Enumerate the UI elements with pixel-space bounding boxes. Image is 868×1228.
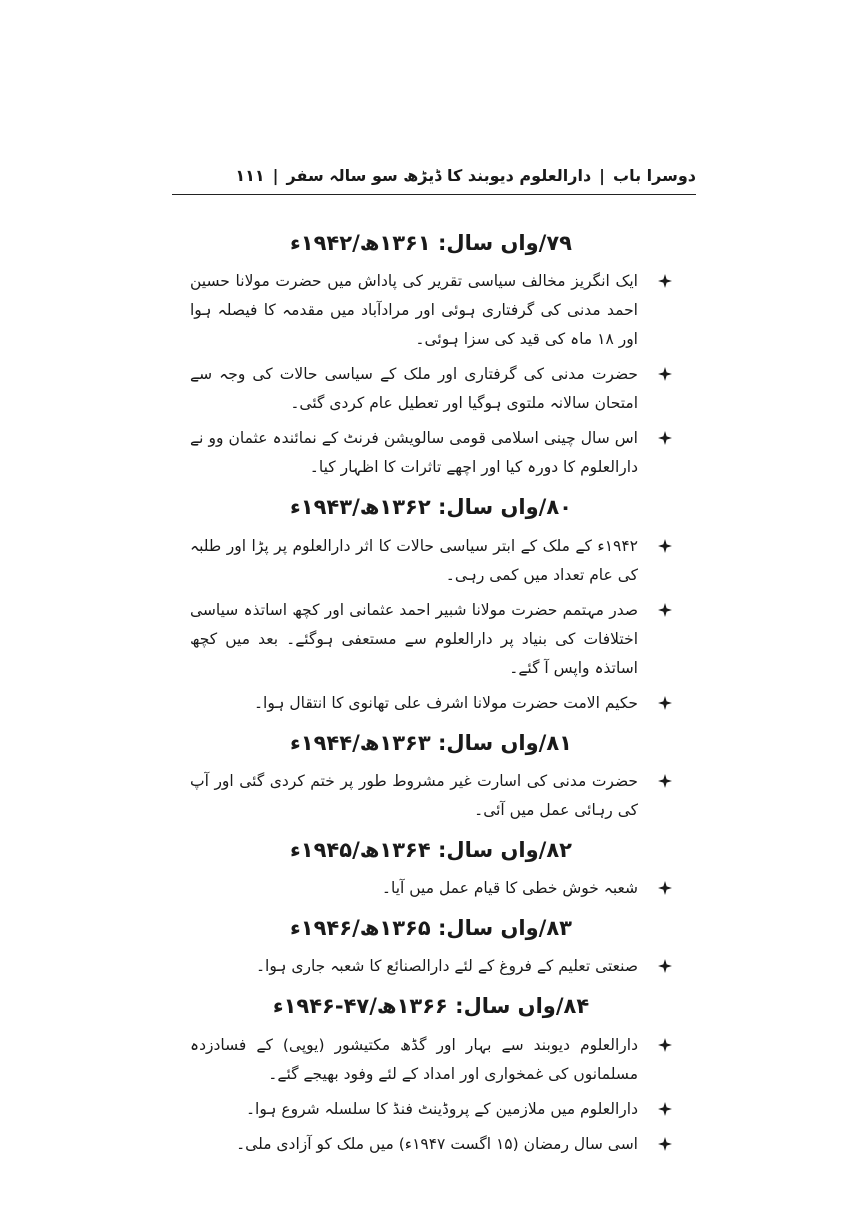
year-section [190,730,672,825]
list-item-text: صنعتی تعلیم کے فروغ کے لئے دارالصنائع کا شعبہ جاری ہوا۔ [255,957,638,976]
year-section [190,837,672,903]
four-diamond-bullet-icon [658,959,672,973]
section-heading: ۸۰/واں سال: ۱۳۶۲ھ/۱۹۴۳ء [290,495,572,520]
four-diamond-bullet-icon [658,1038,672,1052]
list-item [190,267,672,354]
bullet-list [190,874,672,903]
bullet-list [190,952,672,981]
section-heading: ۸۴/واں سال: ۱۳۶۶ھ/۴۷-۱۹۴۶ء [272,994,590,1019]
bullet-list [190,767,672,825]
four-diamond-bullet-icon [658,367,672,381]
four-diamond-bullet-icon [658,539,672,553]
list-item-text: حکیم الامت حضرت مولانا اشرف علی تھانوی کا انتقال ہوا۔ [253,693,638,712]
year-section [190,494,672,717]
list-item-text: اسی سال رمضان (۱۵ اگست ۱۹۴۷ء) میں ملک کو آزادی ملی۔ [236,1134,638,1153]
running-header [172,160,696,190]
section-heading: ۷۹/واں سال: ۱۳۶۱ھ/۱۹۴۲ء [290,231,572,255]
four-diamond-bullet-icon [658,1102,672,1116]
list-item [190,1095,672,1124]
four-diamond-bullet-icon [658,1137,672,1151]
four-diamond-bullet-icon [658,603,672,617]
list-item [190,596,672,683]
header-separator: | [272,165,279,185]
list-item-text: صدر مہتمم حضرت مولانا شبیر احمد عثمانی اور کچھ اساتذہ سیاسی اختلافات کی بنیاد پر دارالعلوم سے مستعفی ہوگئے۔ بعد میں کچھ اساتذہ واپس آ گئے۔ [190,600,638,677]
list-item [190,424,672,482]
list-item [190,874,672,903]
bullet-list [190,267,672,482]
list-item-text: دارالعلوم دیوبند سے بہار اور گڈھ مکتیشور (یوپی) کے فسادزدہ مسلمانوں کی غمخواری اور امداد کے لئے وفود بھیجے گئے۔ [190,1035,638,1083]
four-diamond-bullet-icon [658,774,672,788]
list-item [190,1031,672,1089]
year-section [190,993,672,1158]
chapter-label: دوسرا باب [613,165,696,185]
bullet-list [190,532,672,718]
header-rule [172,194,696,195]
year-section [190,915,672,981]
bullet-list [190,1031,672,1159]
four-diamond-bullet-icon [658,431,672,445]
list-item [190,532,672,590]
page-content [190,218,672,1165]
list-item-text: اس سال چینی اسلامی قومی سالویشن فرنٹ کے نمائندہ عثمان وو نے دارالعلوم کا دورہ کیا اور اچھے تاثرات کا اظہار کیا۔ [190,429,638,477]
list-item-text: حضرت مدنی کی گرفتاری اور ملک کے سیاسی حالات کی وجہ سے امتحان سالانہ ملتوی ہوگیا اور تعطیل عام کردی گئی۔ [190,365,638,413]
list-item [190,360,672,418]
section-heading: ۸۲/واں سال: ۱۳۶۴ھ/۱۹۴۵ء [290,837,572,862]
four-diamond-bullet-icon [658,274,672,288]
section-heading: ۸۳/واں سال: ۱۳۶۵ھ/۱۹۴۶ء [290,916,572,941]
list-item-text: شعبہ خوش خطی کا قیام عمل میں آیا۔ [381,879,638,898]
list-item [190,952,672,981]
year-section [190,230,672,482]
list-item [190,689,672,718]
four-diamond-bullet-icon [658,881,672,895]
section-heading: ۸۱/واں سال: ۱۳۶۳ھ/۱۹۴۴ء [290,730,572,755]
list-item-text: ایک انگریز مخالف سیاسی تقریر کی پاداش میں حضرت مولانا حسین احمد مدنی کی گرفتاری ہوئی اور مرادآباد میں مقدمہ کا فیصلہ ہوا اور ۱۸ ماہ کی قید کی سزا ہوئی۔ [190,272,638,349]
header-separator: | [599,165,605,185]
list-item-text: ۱۹۴۲ء کے ملک کے ابتر سیاسی حالات کا اثر دارالعلوم پر پڑا اور طلبہ کی عام تعداد میں کمی رہی۔ [190,536,638,584]
list-item [190,1130,672,1159]
list-item [190,767,672,825]
list-item-text: دارالعلوم میں ملازمین کے پروڈینٹ فنڈ کا سلسلہ شروع ہوا۔ [245,1099,638,1118]
four-diamond-bullet-icon [658,696,672,710]
page-number: ۱۱۱ [235,165,265,185]
list-item-text: حضرت مدنی کی اسارت غیر مشروط طور پر ختم کردی گئی اور آپ کی رہائی عمل میں آئی۔ [190,771,638,819]
book-title: دارالعلوم دیوبند کا ڈیڑھ سو سالہ سفر [286,165,592,185]
